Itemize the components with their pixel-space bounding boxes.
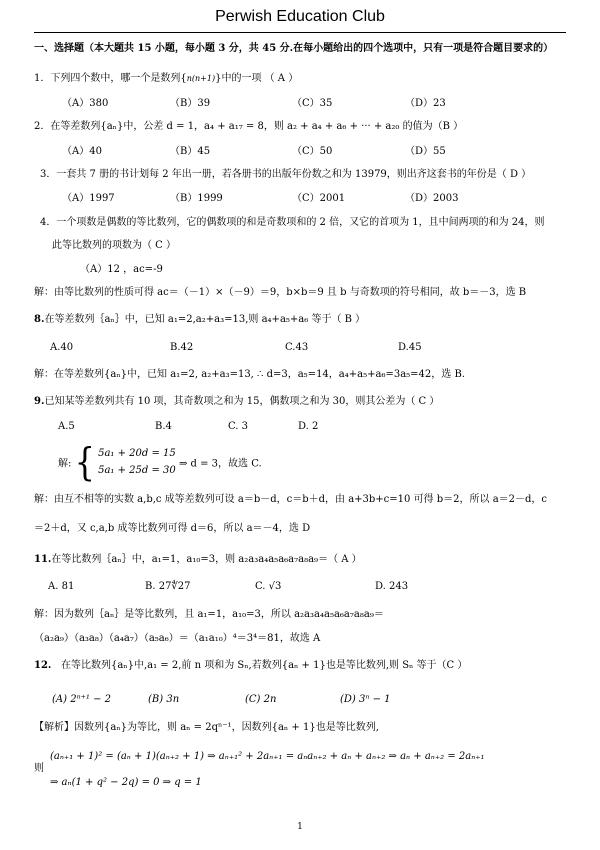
page-header-title: Perwish Education Club — [215, 8, 385, 25]
q12-derivation-line1: (aₙ₊₁ + 1)² = (aₙ + 1)(aₙ₊₂ + 1) ⇒ aₙ₊₁² + 2aₙ₊₁ = aₙaₙ₊₂ + aₙ + aₙ₊₂ ⇒ aₙ + aₙ₊₂ = 2aₙ₊₁ — [50, 751, 485, 762]
q12-analysis: 【解析】因数列{aₙ}为等比，则 aₙ = 2qⁿ⁻¹，因数列{aₙ + 1}也是等比数列, — [34, 722, 379, 733]
q11-solution-line1: 解：因为数列｛aₙ｝是等比数列，且 a₁=1，a₁₀=3，所以 a₂a₃a₄a₅a₆a₇a₈a₉＝ — [34, 609, 384, 620]
q8-option-a: A.40 — [50, 342, 74, 353]
q11-option-a: A. 81 — [48, 581, 75, 592]
q8-stem-text: 在等差数列｛aₙ｝中，已知 a₁=2,a₂+a₃=13,则 a₄+a₅+a₆ 等于（ B ） — [44, 314, 366, 325]
q1-stem-seq: n(n+1) — [186, 74, 216, 83]
q8-option-c: C.43 — [285, 342, 309, 353]
q1-option-d: （D）23 — [405, 98, 446, 109]
q11-solution-line2: （a₂a₉）（a₃a₈）（a₄a₇）（a₅a₆）＝（a₁a₁₀）⁴＝3⁴＝81，故选 A — [34, 633, 321, 644]
q9-option-d: D. 2 — [298, 421, 319, 432]
question-9-stem — [34, 395, 439, 409]
q4-partial-option: （A）12 ，ac=-9 — [80, 264, 163, 275]
q9-option-b: B.4 — [155, 421, 172, 432]
q8-option-d: D.45 — [398, 342, 422, 353]
q10-solution-line2: ＝2＋d，又 c,a,b 成等比数列可得 d＝6，所以 a＝－4，选 D — [34, 523, 311, 534]
q12-option-b: (B) 3n — [148, 694, 180, 705]
q3-option-d: （D）2003 — [405, 193, 459, 204]
q11-option-d: D. 243 — [375, 581, 409, 592]
q3-option-a: （A）1997 — [62, 193, 115, 204]
q3-option-b: （B）1999 — [170, 193, 223, 204]
q11-number: 11. — [34, 554, 52, 565]
q9-solution-result: ⇒ d = 3，故选 C. — [178, 458, 262, 470]
q8-option-b: B.42 — [170, 342, 194, 353]
q9-brace: { — [74, 439, 95, 485]
q9-stem-text: 已知某等差数列共有 10 项，其奇数项之和为 15，偶数项之和为 30，则其公差为（ C ） — [44, 396, 440, 407]
q1-stem-a: 1．下列四个数中，哪一个是数列{ — [34, 73, 187, 84]
q10-solution-line1: 解：由互不相等的实数 a,b,c 成等差数列可设 a＝b－d，c＝b＋d，由 a+3b+c=10 可得 b＝2，所以 a＝2－d，c — [34, 494, 548, 505]
q9-option-a: A.5 — [58, 421, 75, 432]
question-1-stem — [34, 72, 298, 86]
q9-solution-label: 解: — [58, 458, 72, 470]
q1-option-c: （C）35 — [292, 98, 333, 109]
question-2-stem: 2．在等差数列{aₙ}中，公差 d = 1，a₄ + a₁₇ = 8，则 a₂ + a₄ + a₆ + ··· + a₂₀ 的值为（B ） — [34, 121, 464, 132]
q11-stem-text: 在等比数列｛aₙ｝中，a₁=1，a₁₀=3，则 a₂a₃a₄a₅a₆a₇a₈a₉＝（ A ） — [51, 554, 362, 565]
q12-option-c: (C) 2n — [245, 694, 277, 705]
q9-equation-1: 5a₁ + 20d = 15 — [98, 448, 176, 459]
q11-option-c: C. √3 — [255, 581, 282, 592]
q9-option-c: C. 3 — [228, 421, 249, 432]
q2-option-a: （A）40 — [62, 146, 102, 157]
q4-solution: 解：由等比数列的性质可得 ac＝（－1）×（－9）＝9，b×b＝9 且 b 与奇数项的符号相同，故 b＝－3，选 B — [34, 287, 527, 298]
question-11-stem — [34, 553, 362, 567]
q9-equation-2: 5a₁ + 25d = 30 — [98, 465, 176, 476]
q12-option-a: (A) 2ⁿ⁺¹ − 2 — [52, 694, 112, 705]
q9-number: 9. — [34, 396, 45, 407]
q12-number: 12. — [34, 660, 52, 671]
q9-equation-system — [58, 439, 262, 485]
section-heading: 一、选择题（本大题共 15 小题，每小题 3 分，共 45 分.在每小题给出的四个选项中，只有一项是符合题目要求的） — [34, 43, 554, 54]
q12-stem-text: 在等比数列{aₙ}中,a₁ = 2,前 n 项和为 Sₙ,若数列{aₙ + 1}也是等比数列,则 Sₙ 等于（C ） — [60, 660, 468, 671]
question-4-stem-line2: 此等比数列的项数为（ C ） — [52, 240, 177, 251]
q12-derivation-line2: ⇒ aₙ(1 + q² − 2q) = 0 ⇒ q = 1 — [50, 777, 202, 788]
q8-number: 8. — [34, 314, 45, 325]
q12-derivation-prefix: 则 — [34, 763, 44, 774]
question-3-stem: 3．一套共 7 册的书计划每 2 年出一册，若各册书的出版年份数之和为 13979，则出齐这套书的年份是（ D ） — [40, 169, 532, 180]
question-12-stem — [34, 659, 467, 673]
q8-solution: 解：在等差数列{aₙ}中，已知 a₁=2, a₂+a₃=13, ∴ d=3，a₅=14，a₄+a₅+a₆=3a₅=42，选 B. — [34, 369, 465, 380]
q1-stem-b: }中的一项 （ A ） — [215, 73, 299, 84]
q2-option-c: （C）50 — [292, 146, 333, 157]
q1-option-b: （B）39 — [170, 98, 211, 109]
q3-option-c: （C）2001 — [292, 193, 346, 204]
page-number: 1 — [297, 822, 303, 832]
header-rule — [34, 32, 566, 33]
question-4-stem-line1: 4．一个项数是偶数的等比数列，它的偶数项的和是奇数项和的 2 倍，又它的首项为 1，且中间两项的和为 24，则 — [40, 217, 545, 228]
q2-option-d: （D）55 — [405, 146, 446, 157]
q2-option-b: （B）45 — [170, 146, 211, 157]
q12-option-d: (D) 3ⁿ − 1 — [340, 694, 391, 705]
question-8-stem — [34, 313, 365, 327]
q1-option-a: （A）380 — [62, 98, 109, 109]
q11-option-b: B. 27∜27 — [145, 581, 191, 592]
